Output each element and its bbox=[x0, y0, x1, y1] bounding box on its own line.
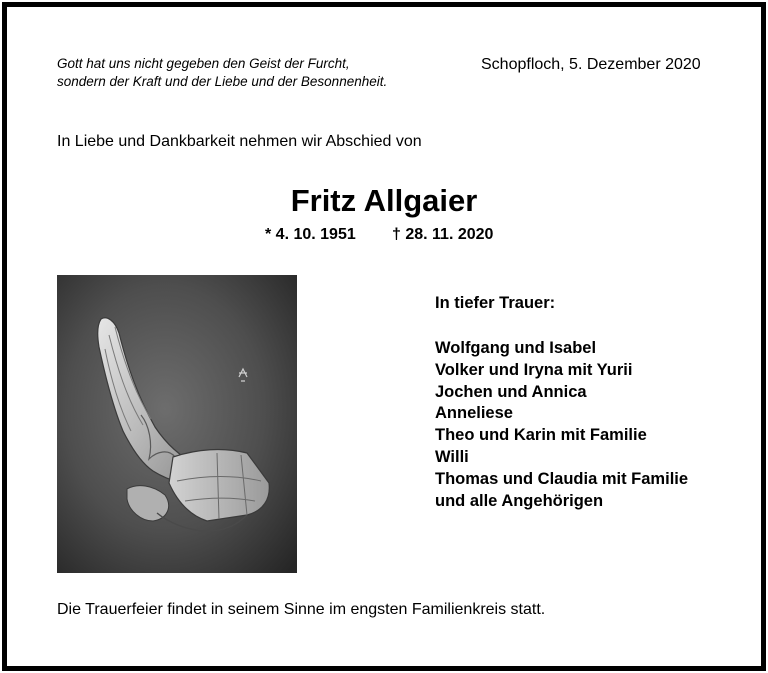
mourning-title: In tiefer Trauer: bbox=[435, 294, 556, 312]
list-item: Theo und Karin mit Familie bbox=[435, 426, 647, 445]
list-item: Jochen und Annica bbox=[435, 382, 587, 401]
list-item: Thomas und Claudia mit Familie bbox=[435, 469, 689, 488]
list-item: Wolfgang und Isabel bbox=[435, 339, 597, 357]
obituary-card bbox=[2, 2, 766, 671]
praying-hands-image bbox=[57, 275, 297, 573]
list-item: und alle Angehörigen bbox=[435, 491, 604, 510]
funeral-note: Die Trauerfeier findet in seinem Sinne im engsten Familienkreis statt. bbox=[57, 601, 546, 618]
bible-verse bbox=[57, 55, 387, 91]
intro-text: In Liebe und Dankbarkeit nehmen wir Abschied von bbox=[57, 133, 422, 150]
birth-date: * 4. 10. 1951 bbox=[265, 226, 356, 243]
list-item: Volker und Iryna mit Yurii bbox=[435, 360, 633, 379]
list-item: Willi bbox=[435, 447, 469, 466]
place-date: Schopfloch, 5. Dezember 2020 bbox=[481, 56, 701, 73]
mourners-list bbox=[435, 338, 688, 512]
verse-line-2: sondern der Kraft und der Liebe und der Besonnenheit. bbox=[57, 74, 388, 89]
death-date: † 28. 11. 2020 bbox=[392, 226, 494, 243]
list-item: Anneliese bbox=[435, 404, 513, 423]
deceased-name: Fritz Allgaier bbox=[290, 183, 478, 218]
verse-line-1: Gott hat uns nicht gegeben den Geist der Furcht, bbox=[57, 56, 350, 71]
